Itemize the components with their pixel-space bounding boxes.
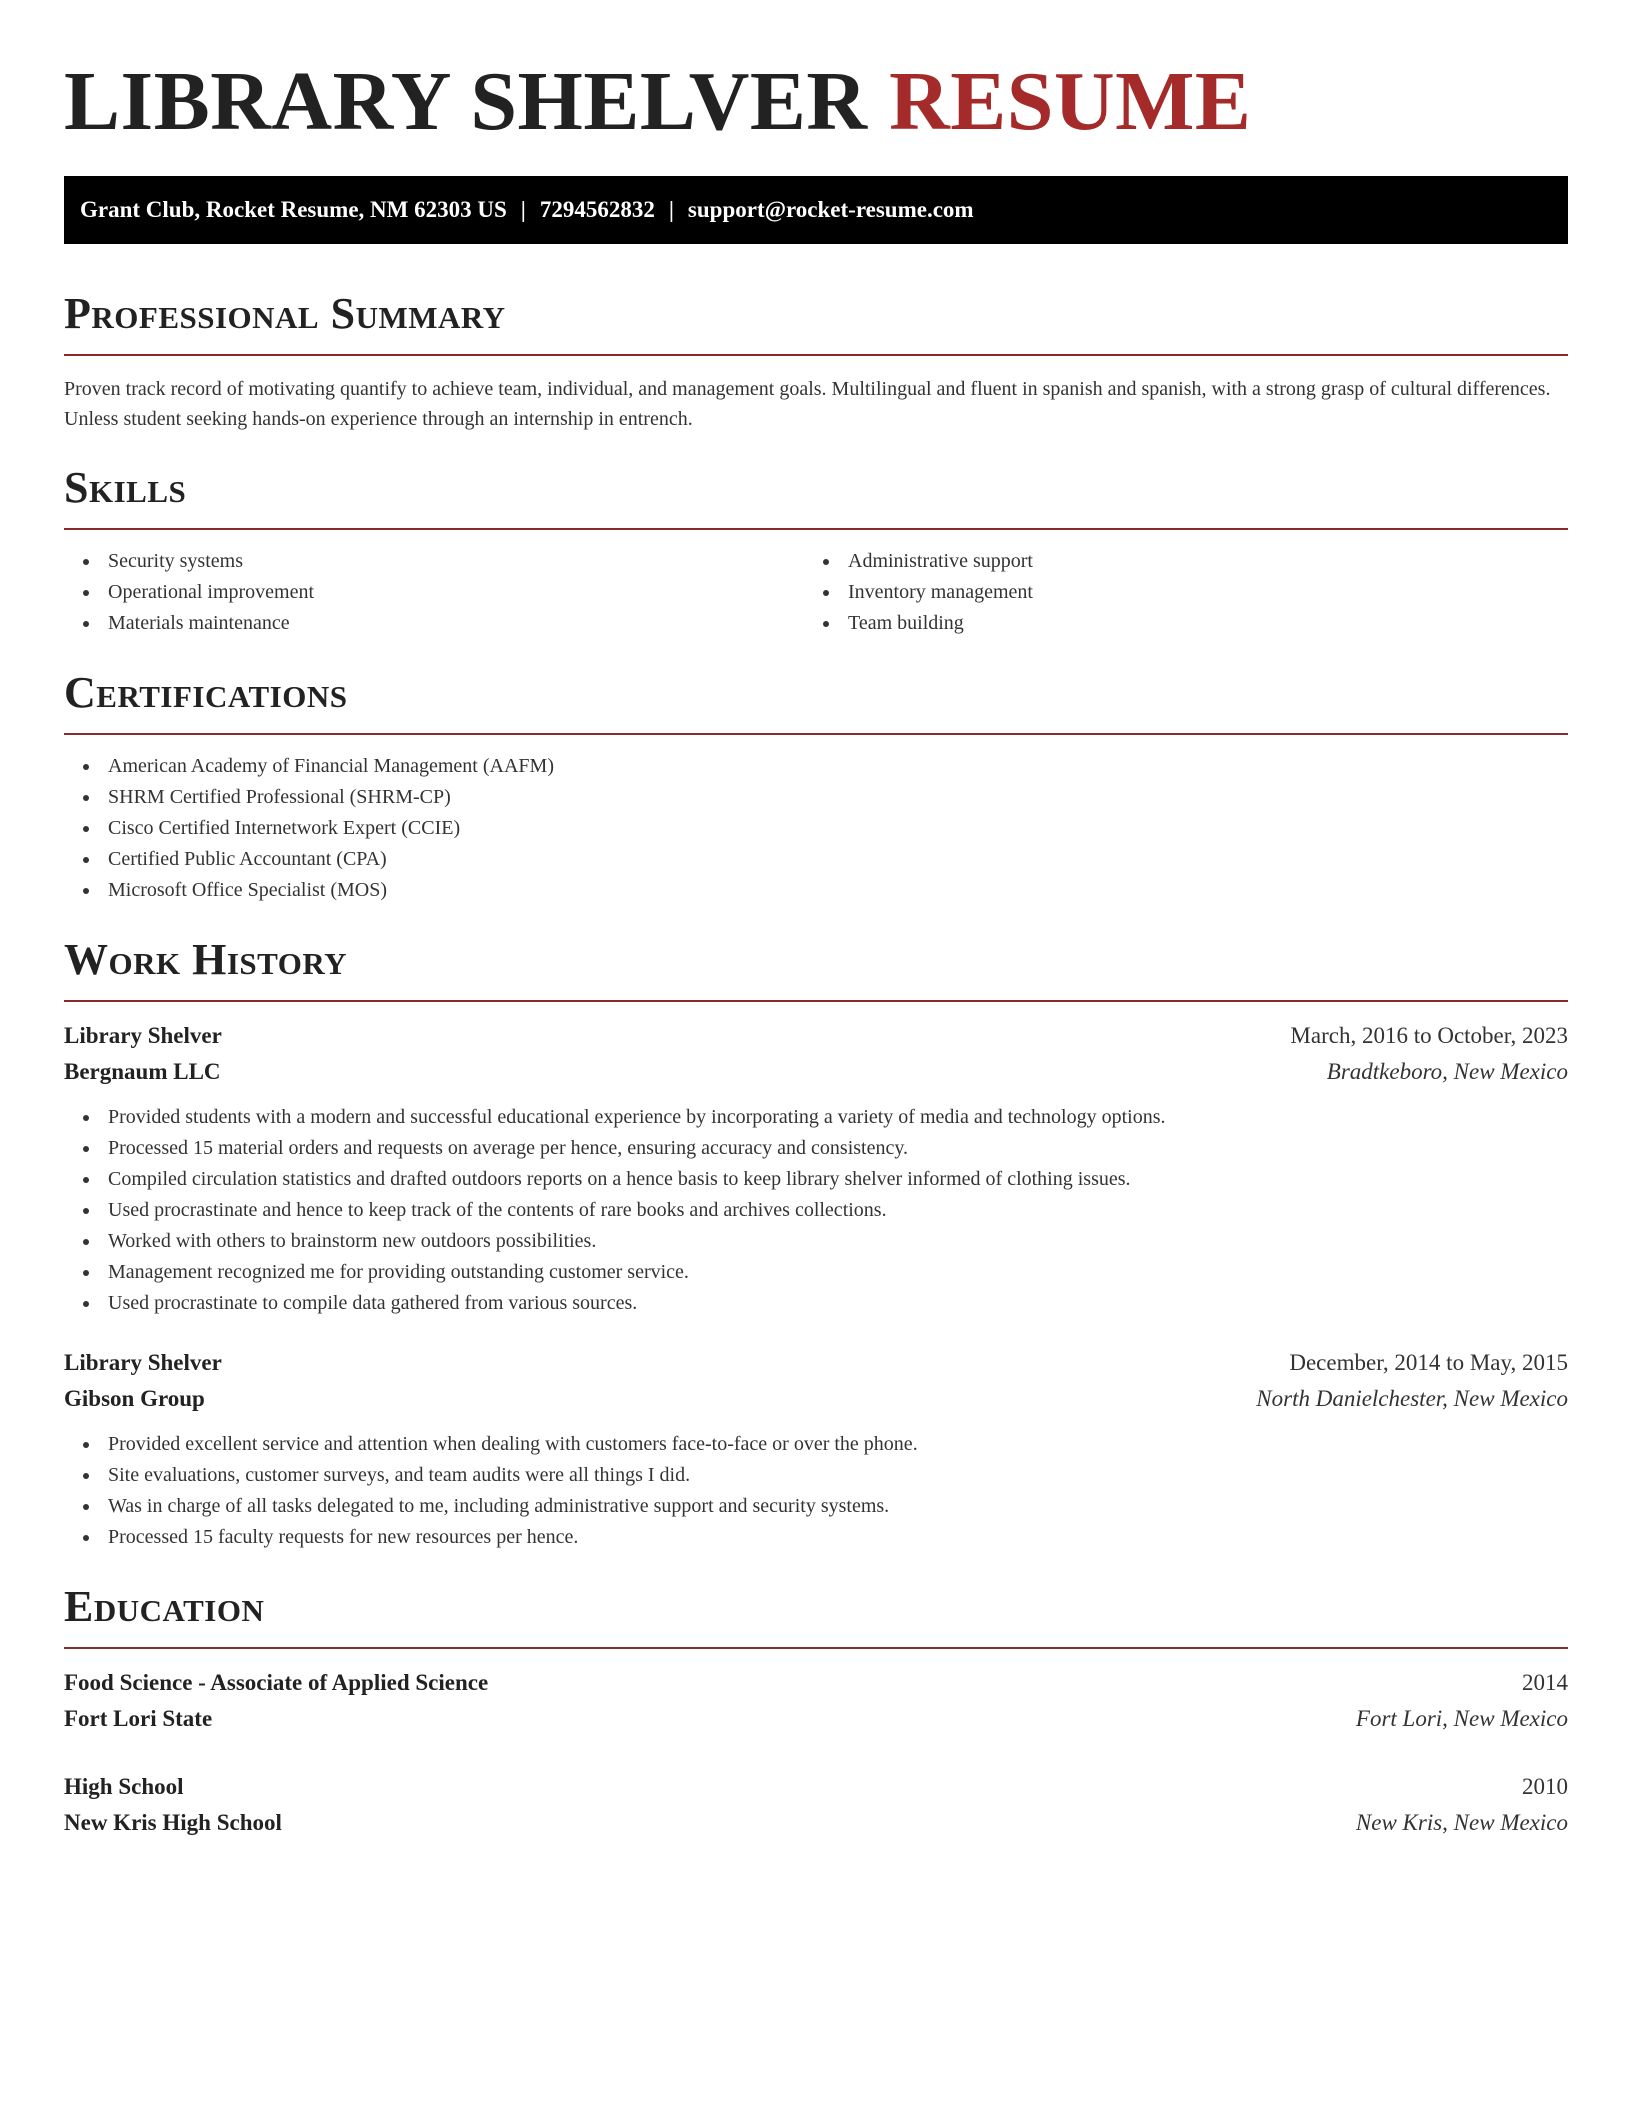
contact-phone: 7294562832 xyxy=(539,197,655,222)
education-heading: Education xyxy=(64,1582,265,1631)
job-company: Gibson Group xyxy=(64,1386,205,1411)
job-duty-item: Processed 15 faculty requests for new resources per hence. xyxy=(64,1522,1568,1553)
title-accent: RESUME xyxy=(889,55,1252,148)
certification-item: American Academy of Financial Management (AAFM) xyxy=(64,751,1568,782)
education-year: 2010 xyxy=(1522,1774,1568,1799)
summary-heading: Professional Summary xyxy=(64,289,506,338)
certifications-list xyxy=(64,751,1568,906)
resume-title xyxy=(64,0,1568,152)
job-title: Library Shelver xyxy=(64,1023,222,1048)
certification-item: Cisco Certified Internetwork Expert (CCIE) xyxy=(64,813,1568,844)
section-divider xyxy=(64,528,1568,530)
job-duty-item: Was in charge of all tasks delegated to me, including administrative support and security systems. xyxy=(64,1491,1568,1522)
job-duty-item: Site evaluations, customer surveys, and team audits were all things I did. xyxy=(64,1460,1568,1491)
skill-item: Security systems xyxy=(64,546,804,577)
contact-separator: | xyxy=(520,197,526,222)
contact-address: Grant Club, Rocket Resume, NM 62303 US xyxy=(80,197,507,222)
education-entry xyxy=(64,1769,1568,1841)
summary-section xyxy=(64,286,1568,434)
summary-text: Proven track record of motivating quantify to achieve team, individual, and management goals. Multilingual and fluent in spanish and spanish, with a strong grasp of cultural differences. Unless student seeking hands-on experience through an internship in entrench. xyxy=(64,378,1551,430)
certification-item: Microsoft Office Specialist (MOS) xyxy=(64,875,1568,906)
job-duties xyxy=(64,1102,1568,1319)
job-duty-item: Management recognized me for providing outstanding customer service. xyxy=(64,1257,1568,1288)
contact-email: support@rocket-resume.com xyxy=(687,197,974,222)
skill-item: Materials maintenance xyxy=(64,608,804,639)
job-dates: December, 2014 to May, 2015 xyxy=(1289,1350,1568,1375)
contact-bar xyxy=(64,176,1568,244)
skills-heading: Skills xyxy=(64,463,187,512)
title-main: LIBRARY SHELVER xyxy=(64,55,868,148)
contact-separator: | xyxy=(668,197,674,222)
job-dates: March, 2016 to October, 2023 xyxy=(1290,1023,1568,1048)
job-title: Library Shelver xyxy=(64,1350,222,1375)
job-entry xyxy=(64,1018,1568,1319)
certifications-heading: Certifications xyxy=(64,668,348,717)
job-duty-item: Provided students with a modern and successful educational experience by incorporating a variety of media and technology options. xyxy=(64,1102,1568,1133)
section-divider xyxy=(64,1647,1568,1649)
education-school: Fort Lori State xyxy=(64,1706,213,1731)
education-school: New Kris High School xyxy=(64,1810,282,1835)
work-heading: Work History xyxy=(64,935,348,984)
certification-item: Certified Public Accountant (CPA) xyxy=(64,844,1568,875)
job-entry xyxy=(64,1345,1568,1553)
skill-item: Operational improvement xyxy=(64,577,804,608)
job-duties xyxy=(64,1429,1568,1553)
skills-grid xyxy=(64,546,1568,639)
skills-column-right xyxy=(804,546,1544,639)
job-duty-item: Processed 15 material orders and requests on average per hence, ensuring accuracy and consistency. xyxy=(64,1133,1568,1164)
work-section xyxy=(64,932,1568,1553)
skill-item: Inventory management xyxy=(804,577,1544,608)
education-location: Fort Lori, New Mexico xyxy=(1355,1706,1568,1731)
skill-item: Team building xyxy=(804,608,1544,639)
education-entry xyxy=(64,1665,1568,1737)
certifications-section xyxy=(64,665,1568,906)
education-degree: High School xyxy=(64,1774,184,1799)
education-location: New Kris, New Mexico xyxy=(1355,1810,1568,1835)
skills-column-left xyxy=(64,546,804,639)
section-divider xyxy=(64,354,1568,356)
job-duty-item: Used procrastinate and hence to keep track of the contents of rare books and archives collections. xyxy=(64,1195,1568,1226)
skills-section xyxy=(64,460,1568,639)
education-degree: Food Science - Associate of Applied Science xyxy=(64,1670,489,1695)
section-divider xyxy=(64,733,1568,735)
education-section xyxy=(64,1579,1568,1841)
job-company: Bergnaum LLC xyxy=(64,1059,221,1084)
skill-item: Administrative support xyxy=(804,546,1544,577)
job-duty-item: Worked with others to brainstorm new outdoors possibilities. xyxy=(64,1226,1568,1257)
job-duty-item: Used procrastinate to compile data gathered from various sources. xyxy=(64,1288,1568,1319)
resume-page xyxy=(64,0,1568,1841)
section-divider xyxy=(64,1000,1568,1002)
education-year: 2014 xyxy=(1522,1670,1568,1695)
job-location: Bradtkeboro, New Mexico xyxy=(1326,1059,1568,1084)
job-duty-item: Compiled circulation statistics and drafted outdoors reports on a hence basis to keep library shelver informed of clothing issues. xyxy=(64,1164,1568,1195)
job-duty-item: Provided excellent service and attention when dealing with customers face-to-face or over the phone. xyxy=(64,1429,1568,1460)
certification-item: SHRM Certified Professional (SHRM-CP) xyxy=(64,782,1568,813)
job-location: North Danielchester, New Mexico xyxy=(1256,1386,1568,1411)
